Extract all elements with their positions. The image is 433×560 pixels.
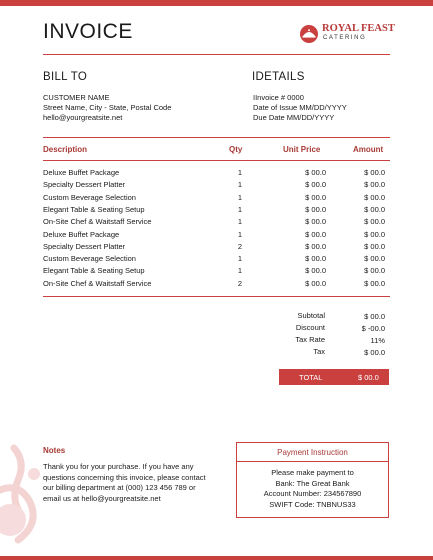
- item-description: On-Site Chef & Waitstaff Service: [43, 278, 152, 288]
- tax-label: Tax: [313, 347, 325, 356]
- item-qty: 1: [237, 192, 242, 202]
- item-amount: $ 00.0: [364, 204, 385, 214]
- item-qty: 1: [237, 266, 242, 276]
- invoice-number: IInvoice # 0000: [253, 93, 304, 102]
- item-unit-price: $ 00.0: [305, 192, 326, 202]
- item-qty: 1: [237, 217, 242, 227]
- discount-label: Discount: [295, 323, 325, 332]
- item-amount: $ 00.0: [364, 278, 385, 288]
- item-amount: $ 00.0: [364, 180, 385, 190]
- item-unit-price: $ 00.0: [305, 278, 326, 288]
- table-row: [43, 193, 390, 205]
- item-unit-price: $ 00.0: [305, 254, 326, 264]
- item-description: Specialty Dessert Platter: [43, 180, 126, 190]
- item-qty: 1: [237, 229, 242, 239]
- notes-text: Thank you for your purchase. If you have any questions concerning this invoice, please contact our billing department at (000) 123 456 789 or email us at hello@yourgreatsite.net: [43, 462, 206, 503]
- brand-tagline: CATERING: [323, 35, 367, 41]
- item-unit-price: $ 00.0: [305, 168, 326, 177]
- total-label: TOTAL: [299, 373, 323, 382]
- payment-bank: Bank: The Great Bank: [275, 478, 350, 488]
- cloche-icon: [299, 23, 319, 43]
- notes-heading: Notes: [43, 446, 66, 455]
- item-unit-price: $ 00.0: [305, 204, 326, 214]
- payment-swift-code: SWIFT Code: TNBNUS33: [269, 499, 356, 509]
- issue-date: Date of Issue MM/DD/YYYY: [253, 103, 347, 112]
- item-description: Custom Beverage Selection: [43, 254, 136, 264]
- invoice-title: INVOICE: [43, 20, 133, 43]
- col-description: Description: [43, 145, 88, 154]
- item-qty: 1: [237, 254, 242, 264]
- bill-to-heading: BILL TO: [43, 71, 88, 83]
- item-description: Deluxe Buffet Package: [43, 229, 120, 239]
- item-description: Deluxe Buffet Package: [43, 168, 120, 177]
- subtotal-value: $ 00.0: [364, 312, 385, 321]
- table-row: [43, 230, 390, 242]
- header-divider: [43, 54, 390, 55]
- item-qty: 1: [237, 168, 242, 177]
- customer-address: Street Name, City - State, Postal Code: [43, 103, 172, 112]
- item-amount: $ 00.0: [364, 241, 385, 251]
- item-unit-price: $ 00.0: [305, 229, 326, 239]
- subtotal-label: Subtotal: [297, 311, 325, 320]
- customer-name: CUSTOMER NAME: [43, 93, 110, 102]
- item-amount: $ 00.0: [364, 254, 385, 264]
- total-bar: [279, 369, 389, 385]
- tax-value: $ 00.0: [364, 348, 385, 357]
- table-row: [43, 266, 390, 278]
- item-description: Elegant Table & Seating Setup: [43, 266, 145, 276]
- due-date: Due Date MM/DD/YYYY: [253, 113, 335, 122]
- top-accent-bar: [0, 0, 433, 6]
- item-amount: $ 00.0: [364, 229, 385, 239]
- item-description: On-Site Chef & Waitstaff Service: [43, 217, 152, 227]
- total-value: $ 00.0: [358, 373, 379, 382]
- item-qty: 1: [237, 204, 242, 214]
- payment-line: Please make payment to: [271, 468, 354, 477]
- col-amount: Amount: [353, 145, 384, 154]
- table-row: [43, 180, 390, 192]
- discount-value: $ -00.0: [361, 324, 385, 333]
- table-row: [43, 168, 390, 180]
- customer-email: hello@yourgreatsite.net: [43, 113, 123, 122]
- col-qty: Qty: [229, 145, 243, 154]
- item-amount: $ 00.0: [364, 192, 385, 202]
- payment-instruction-box: [236, 442, 389, 518]
- table-row: [43, 279, 390, 291]
- item-unit-price: $ 00.0: [305, 180, 326, 190]
- payment-account-number: Account Number: 234567890: [263, 489, 362, 498]
- brand-name: ROYAL FEAST: [322, 23, 395, 34]
- brand-logo: [299, 21, 395, 45]
- table-row: [43, 254, 390, 266]
- item-qty: 2: [237, 241, 242, 251]
- item-amount: $ 00.0: [364, 168, 385, 177]
- payment-details: [237, 468, 388, 510]
- item-qty: 1: [237, 180, 242, 190]
- table-header-divider: [43, 160, 390, 161]
- item-unit-price: $ 00.0: [305, 266, 326, 276]
- table-bottom-divider: [43, 296, 390, 297]
- table-top-divider: [43, 137, 390, 138]
- payment-divider: [237, 461, 388, 462]
- item-amount: $ 00.0: [364, 217, 385, 227]
- payment-heading: Payment Instruction: [277, 448, 348, 457]
- table-row: [43, 242, 390, 254]
- bottom-accent-bar: [0, 556, 433, 560]
- item-amount: $ 00.0: [364, 266, 385, 276]
- details-heading: IDETAILS: [252, 71, 305, 83]
- item-unit-price: $ 00.0: [305, 217, 326, 227]
- item-unit-price: $ 00.0: [305, 241, 326, 251]
- item-description: Custom Beverage Selection: [43, 192, 136, 202]
- item-description: Elegant Table & Seating Setup: [43, 204, 145, 214]
- item-qty: 2: [237, 278, 242, 288]
- tax-rate-value: 11%: [370, 336, 385, 345]
- table-row: [43, 205, 390, 217]
- tax-rate-label: Tax Rate: [295, 335, 325, 344]
- table-row: [43, 217, 390, 229]
- col-unit-price: Unit Price: [283, 145, 321, 154]
- item-description: Specialty Dessert Platter: [43, 241, 126, 251]
